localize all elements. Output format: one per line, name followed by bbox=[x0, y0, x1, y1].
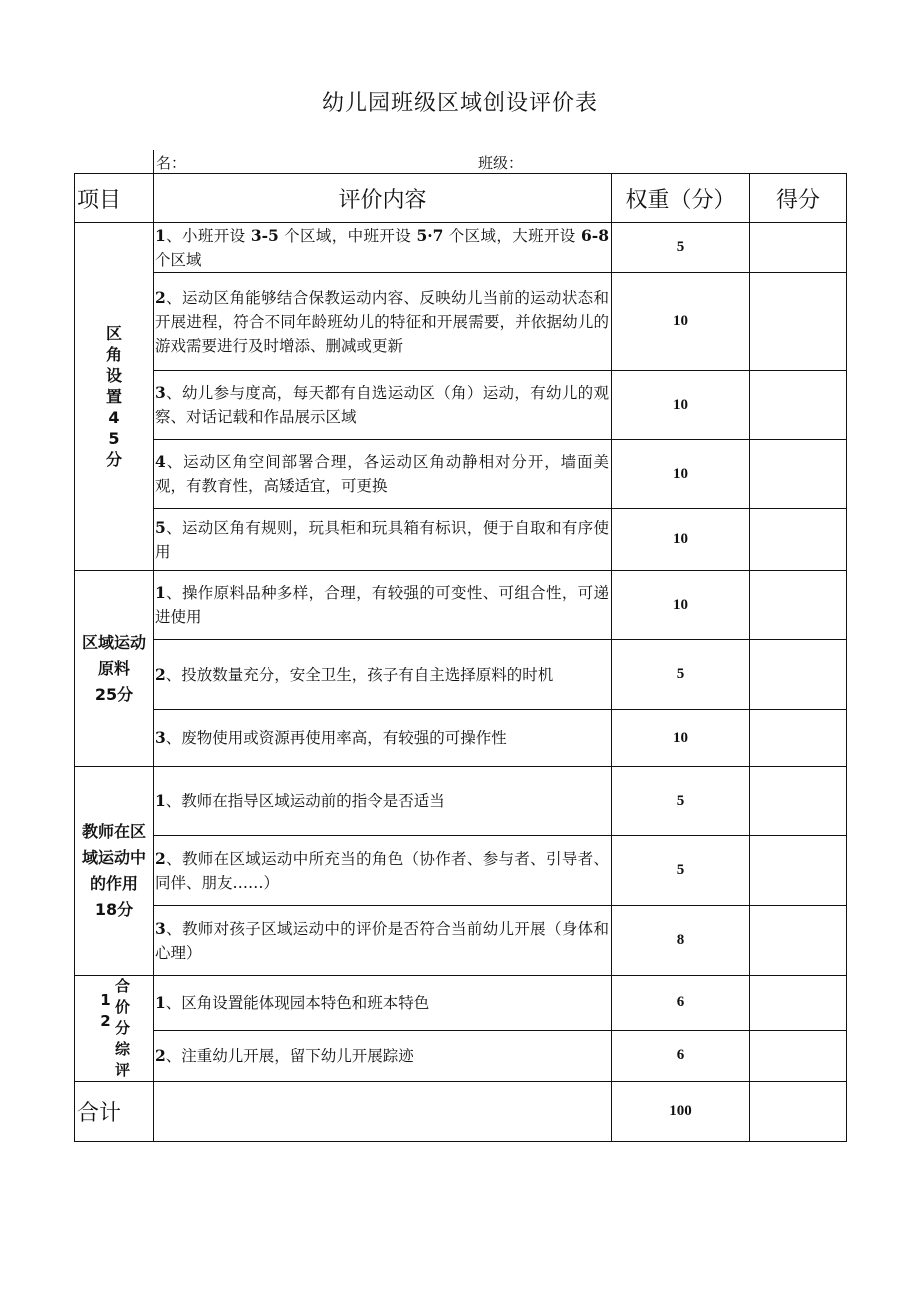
table-row bbox=[75, 440, 847, 509]
item-text: 、运动区角能够结合保教运动内容、反映幼儿当前的运动状态和开展进程，符合不同年龄班幼儿的特征和开展需要，并依据幼儿的游戏需要进行及时增添、删减或更新 bbox=[155, 288, 609, 355]
score-cell[interactable] bbox=[750, 976, 847, 1031]
category-cell bbox=[75, 976, 154, 1082]
class-label: 班级： bbox=[478, 154, 524, 172]
content-cell bbox=[154, 440, 612, 509]
content-cell bbox=[154, 836, 612, 906]
item-number: 5 bbox=[155, 517, 166, 537]
item-number: 1 bbox=[155, 791, 166, 810]
score-cell[interactable] bbox=[750, 1030, 847, 1081]
category-label: 原料 bbox=[97, 658, 130, 678]
category-cell bbox=[75, 571, 154, 767]
category-label-group bbox=[97, 976, 131, 1081]
content-cell bbox=[154, 571, 612, 640]
category-label: 域运动中 bbox=[81, 848, 146, 867]
table-row bbox=[75, 273, 847, 371]
header-weight: 权重（分） bbox=[612, 174, 750, 223]
weight-cell: 8 bbox=[612, 906, 750, 976]
content-cell bbox=[154, 371, 612, 440]
item-number: 3 bbox=[155, 918, 166, 938]
category-label: 合价分综评 bbox=[114, 977, 130, 1079]
item-number: 1 bbox=[155, 225, 166, 245]
category-cell bbox=[75, 223, 154, 571]
score-cell[interactable] bbox=[750, 571, 847, 640]
table-row bbox=[75, 836, 847, 906]
item-text: 、小班开设 bbox=[165, 226, 251, 245]
item-text: 、运动区角有规则，玩具柜和玩具箱有标识，便于自取和有序使用 bbox=[155, 518, 609, 561]
item-number: 1 bbox=[155, 992, 166, 1012]
content-cell bbox=[154, 273, 612, 371]
weight-cell: 10 bbox=[612, 371, 750, 440]
table-row bbox=[75, 640, 847, 710]
category-label: 区角设置45分 bbox=[105, 324, 122, 469]
content-cell bbox=[154, 976, 612, 1031]
score-cell[interactable] bbox=[750, 710, 847, 767]
header-item: 项目 bbox=[75, 174, 154, 223]
item-text: 、教师在区域运动中所充当的角色（协作者、参与者、引导者、同伴、朋友……） bbox=[155, 849, 609, 892]
table-header-row bbox=[75, 174, 847, 223]
score-cell[interactable] bbox=[750, 440, 847, 509]
content-cell bbox=[154, 906, 612, 976]
total-content-cell bbox=[154, 1082, 612, 1142]
evaluation-table bbox=[74, 173, 847, 1142]
item-bold: 3-5 bbox=[250, 225, 279, 245]
weight-cell: 5 bbox=[612, 223, 750, 273]
score-cell[interactable] bbox=[750, 906, 847, 976]
content-cell bbox=[154, 223, 612, 273]
item-text: 、投放数量充分，安全卫生，孩子有自主选择原料的时机 bbox=[165, 665, 554, 684]
name-label: 名： bbox=[156, 154, 187, 172]
table-row bbox=[75, 1030, 847, 1081]
weight-cell: 5 bbox=[612, 767, 750, 836]
item-text: 、教师在指导区域运动前的指令是否适当 bbox=[165, 792, 445, 810]
score-cell[interactable] bbox=[750, 371, 847, 440]
category-label: 教师在区 bbox=[81, 822, 146, 841]
table-row bbox=[75, 710, 847, 767]
table-row bbox=[75, 767, 847, 836]
item-bold: 6-8 bbox=[580, 225, 609, 245]
item-text: 、操作原料品种多样，合理，有较强的可变性、可组合性，可递进使用 bbox=[155, 584, 609, 626]
header-score: 得分 bbox=[750, 174, 847, 223]
category-label: 区域运动 bbox=[81, 632, 146, 652]
table-row bbox=[75, 509, 847, 571]
weight-cell: 6 bbox=[612, 1030, 750, 1081]
content-cell bbox=[154, 1030, 612, 1081]
score-cell[interactable] bbox=[750, 640, 847, 710]
weight-cell: 5 bbox=[612, 640, 750, 710]
item-text: 、幼儿参与度高，每天都有自选运动区（角）运动，有幼儿的观察、对话记载和作品展示区域 bbox=[155, 384, 609, 426]
total-score-cell[interactable] bbox=[750, 1082, 847, 1142]
category-label: 的作用 bbox=[89, 874, 138, 893]
item-number: 2 bbox=[155, 1045, 166, 1065]
weight-cell: 10 bbox=[612, 509, 750, 571]
score-cell[interactable] bbox=[750, 767, 847, 836]
item-number: 2 bbox=[155, 664, 166, 684]
item-text: 、废物使用或资源再使用率高，有较强的可操作性 bbox=[165, 729, 507, 747]
item-text: 个区域，大班开设 bbox=[443, 226, 581, 245]
header-content: 评价内容 bbox=[154, 174, 612, 223]
category-label: 18分 bbox=[94, 900, 134, 919]
table-row bbox=[75, 906, 847, 976]
total-weight: 100 bbox=[612, 1082, 750, 1142]
table-row bbox=[75, 976, 847, 1031]
weight-cell: 6 bbox=[612, 976, 750, 1031]
table-row bbox=[75, 371, 847, 440]
total-label: 合计 bbox=[75, 1082, 154, 1142]
category-label: 25分 bbox=[94, 684, 134, 704]
item-text: 、注重幼儿开展，留下幼儿开展踪迹 bbox=[165, 1046, 414, 1065]
weight-cell: 10 bbox=[612, 571, 750, 640]
item-text: 、区角设置能体现园本特色和班本特色 bbox=[165, 993, 430, 1012]
category-cell bbox=[75, 767, 154, 976]
score-cell[interactable] bbox=[750, 223, 847, 273]
content-cell bbox=[154, 509, 612, 571]
item-text: 、教师对孩子区域运动中的评价是否符合当前幼儿开展（身体和心理） bbox=[155, 919, 609, 962]
item-number: 3 bbox=[155, 728, 166, 747]
total-row bbox=[75, 1082, 847, 1142]
item-number: 1 bbox=[155, 583, 166, 602]
weight-cell: 10 bbox=[612, 273, 750, 371]
weight-cell: 10 bbox=[612, 710, 750, 767]
item-number: 3 bbox=[155, 383, 166, 402]
content-cell bbox=[154, 710, 612, 767]
content-cell bbox=[154, 640, 612, 710]
page-title: 幼儿园班级区域创设评价表 bbox=[321, 91, 598, 116]
weight-cell: 5 bbox=[612, 836, 750, 906]
item-number: 4 bbox=[155, 452, 166, 471]
table-row bbox=[75, 223, 847, 273]
item-text: 、运动区角空间部署合理，各运动区角动静相对分开，墙面美观，有教育性，高矮适宜，可更换 bbox=[155, 453, 609, 495]
table-row bbox=[75, 571, 847, 640]
score-cell[interactable] bbox=[750, 836, 847, 906]
info-divider bbox=[153, 150, 154, 174]
score-cell[interactable] bbox=[750, 273, 847, 371]
weight-cell: 10 bbox=[612, 440, 750, 509]
item-bold: 5·7 bbox=[416, 225, 444, 245]
category-label: 12 bbox=[100, 991, 111, 1030]
score-cell[interactable] bbox=[750, 509, 847, 571]
item-number: 2 bbox=[155, 848, 166, 868]
item-text: 个区域 bbox=[155, 250, 202, 269]
item-number: 2 bbox=[155, 287, 166, 307]
item-text: 个区域，中班开设 bbox=[278, 226, 417, 245]
content-cell bbox=[154, 767, 612, 836]
